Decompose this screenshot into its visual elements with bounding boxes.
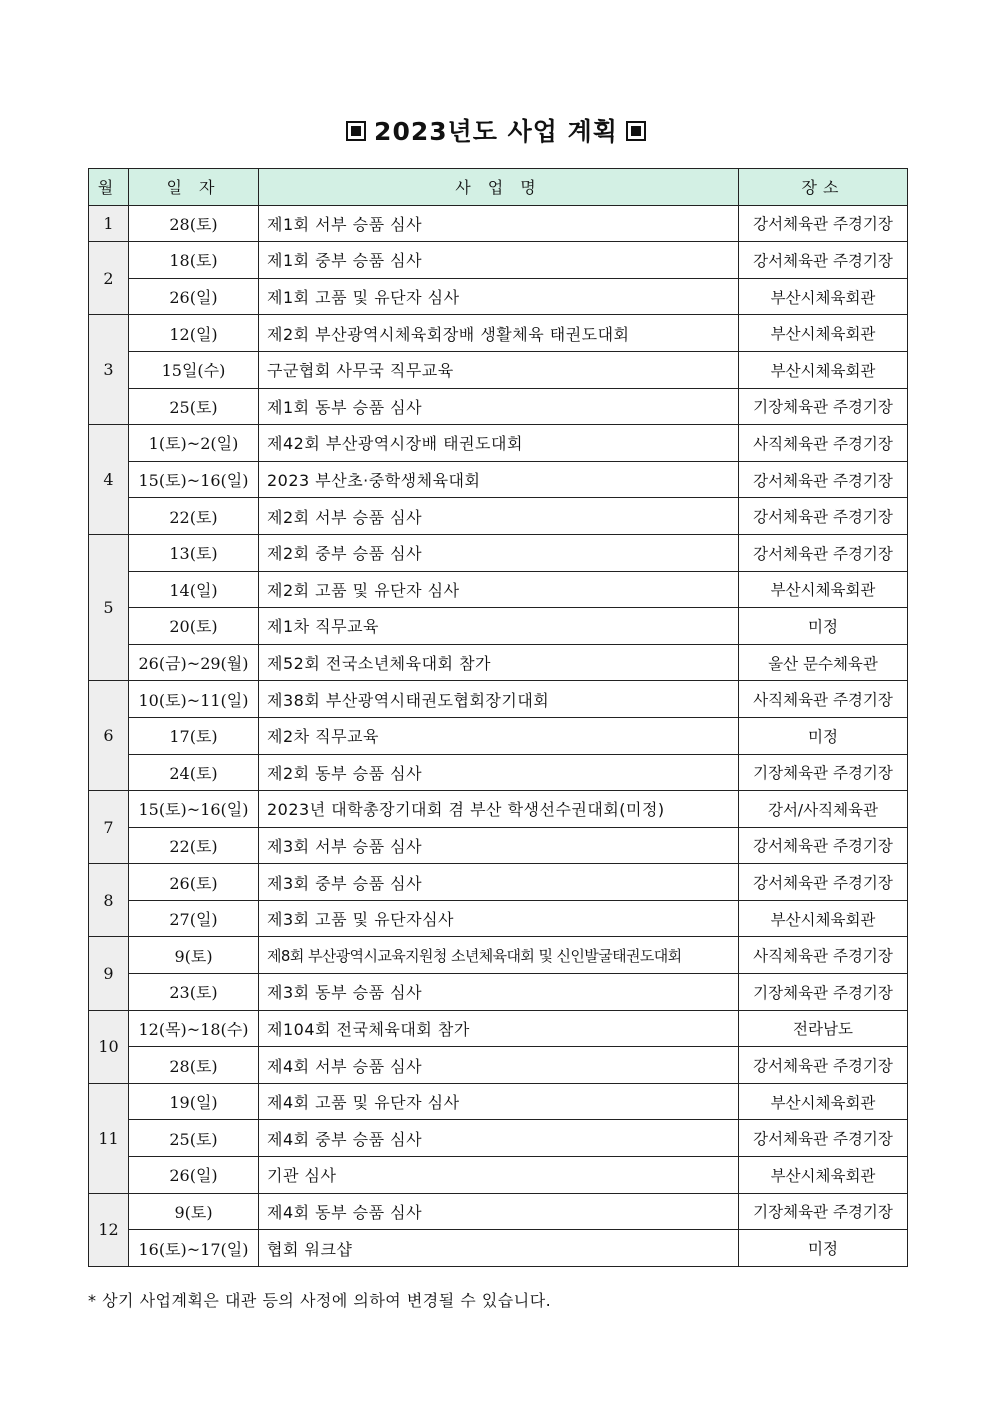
place-cell: 사직체육관 주경기장 bbox=[739, 937, 908, 974]
table-row bbox=[89, 754, 908, 791]
month-cell: 9 bbox=[89, 937, 129, 1010]
month-cell: 3 bbox=[89, 315, 129, 425]
date-cell: 25(토) bbox=[129, 1120, 259, 1157]
event-cell: 제3회 고품 및 유단자심사 bbox=[259, 900, 739, 937]
month-cell: 1 bbox=[89, 205, 129, 242]
place-cell: 전라남도 bbox=[739, 1010, 908, 1047]
event-cell: 제4회 동부 승품 심사 bbox=[259, 1193, 739, 1230]
table-row bbox=[89, 1230, 908, 1267]
place-cell: 강서체육관 주경기장 bbox=[739, 205, 908, 242]
table-row bbox=[89, 278, 908, 315]
square-bullet-icon bbox=[346, 121, 366, 141]
table-row bbox=[89, 242, 908, 279]
table-row bbox=[89, 1157, 908, 1194]
date-cell: 19(일) bbox=[129, 1083, 259, 1120]
event-cell: 협회 워크샵 bbox=[259, 1230, 739, 1267]
event-cell: 제4회 고품 및 유단자 심사 bbox=[259, 1083, 739, 1120]
place-cell: 강서체육관 주경기장 bbox=[739, 242, 908, 279]
date-cell: 27(일) bbox=[129, 900, 259, 937]
table-header-row bbox=[89, 169, 908, 206]
table-row bbox=[89, 937, 908, 974]
date-cell: 15일(수) bbox=[129, 351, 259, 388]
place-cell: 부산시체육회관 bbox=[739, 571, 908, 608]
event-cell: 제2차 직무교육 bbox=[259, 717, 739, 754]
place-cell: 강서체육관 주경기장 bbox=[739, 1120, 908, 1157]
place-cell: 강서체육관 주경기장 bbox=[739, 534, 908, 571]
month-cell: 6 bbox=[89, 681, 129, 791]
place-cell: 기장체육관 주경기장 bbox=[739, 388, 908, 425]
event-cell: 제1차 직무교육 bbox=[259, 608, 739, 645]
event-cell: 제8회 부산광역시교육지원청 소년체육대회 및 신인발굴태권도대회 bbox=[259, 937, 739, 974]
header-place: 장소 bbox=[739, 169, 908, 206]
event-cell: 제3회 중부 승품 심사 bbox=[259, 864, 739, 901]
event-cell: 제1회 중부 승품 심사 bbox=[259, 242, 739, 279]
place-cell: 강서체육관 주경기장 bbox=[739, 864, 908, 901]
place-cell: 사직체육관 주경기장 bbox=[739, 425, 908, 462]
title-text: 2023년도 사업 계획 bbox=[374, 117, 618, 146]
date-cell: 9(토) bbox=[129, 1193, 259, 1230]
place-cell: 미정 bbox=[739, 608, 908, 645]
place-cell: 울산 문수체육관 bbox=[739, 644, 908, 681]
date-cell: 15(토)~16(일) bbox=[129, 461, 259, 498]
date-cell: 22(토) bbox=[129, 498, 259, 535]
month-cell: 12 bbox=[89, 1193, 129, 1266]
place-cell: 부산시체육회관 bbox=[739, 278, 908, 315]
month-cell: 8 bbox=[89, 864, 129, 937]
date-cell: 20(토) bbox=[129, 608, 259, 645]
table-row bbox=[89, 1083, 908, 1120]
event-cell: 제3회 동부 승품 심사 bbox=[259, 974, 739, 1011]
place-cell: 부산시체육회관 bbox=[739, 351, 908, 388]
date-cell: 25(토) bbox=[129, 388, 259, 425]
date-cell: 24(토) bbox=[129, 754, 259, 791]
date-cell: 1(토)~2(일) bbox=[129, 425, 259, 462]
date-cell: 16(토)~17(일) bbox=[129, 1230, 259, 1267]
event-cell: 제2회 동부 승품 심사 bbox=[259, 754, 739, 791]
event-cell: 제52회 전국소년체육대회 참가 bbox=[259, 644, 739, 681]
event-cell: 제2회 고품 및 유단자 심사 bbox=[259, 571, 739, 608]
date-cell: 26(일) bbox=[129, 278, 259, 315]
table-row bbox=[89, 717, 908, 754]
table-row bbox=[89, 974, 908, 1011]
month-cell: 2 bbox=[89, 242, 129, 315]
table-row bbox=[89, 900, 908, 937]
header-date: 일 자 bbox=[129, 169, 259, 206]
place-cell: 기장체육관 주경기장 bbox=[739, 754, 908, 791]
place-cell: 부산시체육회관 bbox=[739, 315, 908, 352]
table-row bbox=[89, 827, 908, 864]
table-row bbox=[89, 1193, 908, 1230]
date-cell: 15(토)~16(일) bbox=[129, 791, 259, 828]
table-row bbox=[89, 1120, 908, 1157]
date-cell: 28(토) bbox=[129, 1047, 259, 1084]
date-cell: 26(토) bbox=[129, 864, 259, 901]
event-cell: 2023년 대학총장기대회 겸 부산 학생선수권대회(미정) bbox=[259, 791, 739, 828]
event-cell: 제104회 전국체육대회 참가 bbox=[259, 1010, 739, 1047]
table-row bbox=[89, 791, 908, 828]
place-cell: 부산시체육회관 bbox=[739, 1083, 908, 1120]
place-cell: 사직체육관 주경기장 bbox=[739, 681, 908, 718]
event-cell: 2023 부산초·중학생체육대회 bbox=[259, 461, 739, 498]
page-title bbox=[0, 112, 992, 148]
table-row bbox=[89, 864, 908, 901]
month-cell: 4 bbox=[89, 425, 129, 535]
event-cell: 제38회 부산광역시태권도협회장기대회 bbox=[259, 681, 739, 718]
table-row bbox=[89, 534, 908, 571]
event-cell: 제3회 서부 승품 심사 bbox=[259, 827, 739, 864]
event-cell: 제42회 부산광역시장배 태권도대회 bbox=[259, 425, 739, 462]
month-cell: 7 bbox=[89, 791, 129, 864]
date-cell: 12(목)~18(수) bbox=[129, 1010, 259, 1047]
event-cell: 제1회 동부 승품 심사 bbox=[259, 388, 739, 425]
table-row bbox=[89, 1010, 908, 1047]
date-cell: 13(토) bbox=[129, 534, 259, 571]
place-cell: 부산시체육회관 bbox=[739, 900, 908, 937]
table-row bbox=[89, 205, 908, 242]
month-cell: 5 bbox=[89, 534, 129, 680]
place-cell: 부산시체육회관 bbox=[739, 1157, 908, 1194]
date-cell: 17(토) bbox=[129, 717, 259, 754]
event-cell: 제2회 서부 승품 심사 bbox=[259, 498, 739, 535]
event-cell: 제4회 서부 승품 심사 bbox=[259, 1047, 739, 1084]
date-cell: 26(일) bbox=[129, 1157, 259, 1194]
place-cell: 기장체육관 주경기장 bbox=[739, 974, 908, 1011]
place-cell: 강서체육관 주경기장 bbox=[739, 461, 908, 498]
event-cell: 구군협회 사무국 직무교육 bbox=[259, 351, 739, 388]
event-cell: 제1회 서부 승품 심사 bbox=[259, 205, 739, 242]
table-row bbox=[89, 461, 908, 498]
table-row bbox=[89, 498, 908, 535]
month-cell: 11 bbox=[89, 1083, 129, 1193]
table-row bbox=[89, 571, 908, 608]
table-body bbox=[89, 205, 908, 1266]
square-bullet-icon bbox=[626, 121, 646, 141]
header-event: 사 업 명 bbox=[259, 169, 739, 206]
date-cell: 26(금)~29(월) bbox=[129, 644, 259, 681]
date-cell: 28(토) bbox=[129, 205, 259, 242]
date-cell: 9(토) bbox=[129, 937, 259, 974]
table-row bbox=[89, 681, 908, 718]
event-cell: 제2회 부산광역시체육회장배 생활체육 태권도대회 bbox=[259, 315, 739, 352]
date-cell: 23(토) bbox=[129, 974, 259, 1011]
date-cell: 22(토) bbox=[129, 827, 259, 864]
table-row bbox=[89, 608, 908, 645]
place-cell: 강서/사직체육관 bbox=[739, 791, 908, 828]
date-cell: 10(토)~11(일) bbox=[129, 681, 259, 718]
table-row bbox=[89, 388, 908, 425]
table-row bbox=[89, 1047, 908, 1084]
table-row bbox=[89, 351, 908, 388]
footnote: * 상기 사업계획은 대관 등의 사정에 의하여 변경될 수 있습니다. bbox=[88, 1291, 552, 1310]
place-cell: 미정 bbox=[739, 717, 908, 754]
place-cell: 강서체육관 주경기장 bbox=[739, 498, 908, 535]
date-cell: 18(토) bbox=[129, 242, 259, 279]
month-cell: 10 bbox=[89, 1010, 129, 1083]
event-cell: 제2회 중부 승품 심사 bbox=[259, 534, 739, 571]
event-cell: 기관 심사 bbox=[259, 1157, 739, 1194]
date-cell: 12(일) bbox=[129, 315, 259, 352]
table-row bbox=[89, 644, 908, 681]
table-row bbox=[89, 425, 908, 462]
event-cell: 제4회 중부 승품 심사 bbox=[259, 1120, 739, 1157]
place-cell: 기장체육관 주경기장 bbox=[739, 1193, 908, 1230]
date-cell: 14(일) bbox=[129, 571, 259, 608]
table-row bbox=[89, 315, 908, 352]
place-cell: 강서체육관 주경기장 bbox=[739, 827, 908, 864]
place-cell: 미정 bbox=[739, 1230, 908, 1267]
place-cell: 강서체육관 주경기장 bbox=[739, 1047, 908, 1084]
header-month: 월 bbox=[89, 169, 129, 206]
event-cell: 제1회 고품 및 유단자 심사 bbox=[259, 278, 739, 315]
schedule-table bbox=[88, 168, 908, 1267]
